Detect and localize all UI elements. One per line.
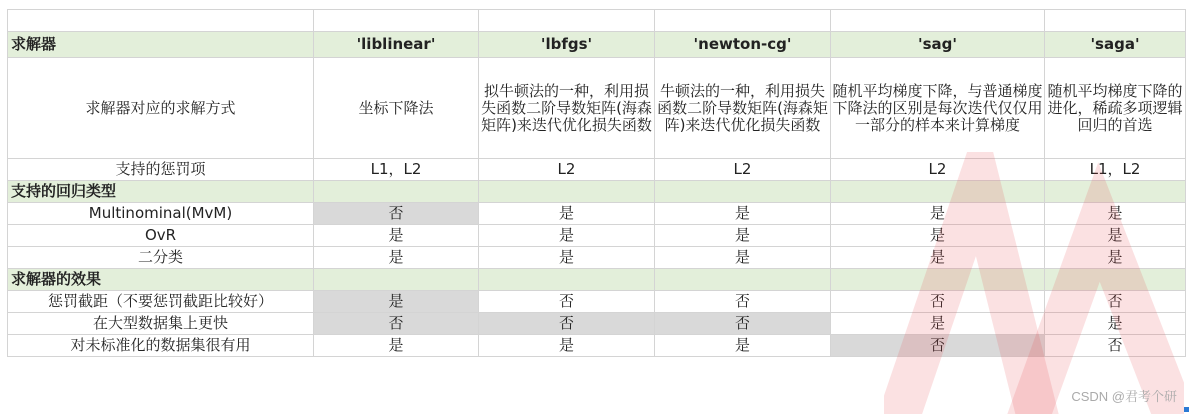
value-cell[interactable]: 是 (1045, 203, 1186, 225)
row-label[interactable]: 惩罚截距（不要惩罚截距比较好） (8, 291, 314, 313)
value-cell[interactable]: 否 (831, 291, 1045, 313)
value-cell[interactable]: 是 (655, 247, 831, 269)
section-cell[interactable] (479, 269, 655, 291)
value-cell[interactable]: 否 (1045, 291, 1186, 313)
regression-row (8, 203, 1186, 225)
row-label[interactable]: 支持的惩罚项 (8, 159, 314, 181)
value-cell[interactable]: 是 (479, 203, 655, 225)
empty-cell[interactable] (479, 10, 655, 32)
value-cell[interactable]: 否 (479, 313, 655, 335)
value-cell[interactable]: 否 (314, 313, 479, 335)
method-cell[interactable]: 随机平均梯度下降，与普通梯度下降法的区别是每次迭代仅仅用一部分的样本来计算梯度 (831, 58, 1045, 159)
method-cell[interactable]: 牛顿法的一种，利用损失函数二阶导数矩阵(海森矩阵)来迭代优化损失函数 (655, 58, 831, 159)
blank-row (8, 10, 1186, 32)
value-cell[interactable]: 是 (314, 247, 479, 269)
value-cell[interactable]: 是 (831, 225, 1045, 247)
row-label[interactable]: 求解器对应的求解方式 (8, 58, 314, 159)
value-cell[interactable]: 是 (1045, 313, 1186, 335)
effect-row (8, 313, 1186, 335)
footer-watermark: CSDN @君考个研 (1071, 389, 1177, 404)
section-title[interactable]: 求解器的效果 (8, 269, 314, 291)
value-cell[interactable]: 是 (831, 313, 1045, 335)
value-cell[interactable]: 是 (655, 225, 831, 247)
method-cell[interactable]: 坐标下降法 (314, 58, 479, 159)
section-row-regression (8, 181, 1186, 203)
section-cell[interactable] (831, 269, 1045, 291)
value-cell[interactable]: 否 (831, 335, 1045, 357)
row-label[interactable]: Multinominal(MvM) (8, 203, 314, 225)
value-cell[interactable]: 是 (655, 203, 831, 225)
penalty-row (8, 159, 1186, 181)
section-cell[interactable] (479, 181, 655, 203)
header-cell-solver[interactable]: 求解器 (8, 32, 314, 58)
value-cell[interactable]: 是 (479, 225, 655, 247)
value-cell[interactable]: 是 (314, 291, 479, 313)
row-label[interactable]: 在大型数据集上更快 (8, 313, 314, 335)
effect-row (8, 291, 1186, 313)
method-cell[interactable]: 拟牛顿法的一种，利用损失函数二阶导数矩阵(海森矩阵)来迭代优化损失函数 (479, 58, 655, 159)
penalty-cell[interactable]: L1，L2 (314, 159, 479, 181)
header-cell-liblinear[interactable]: 'liblinear' (314, 32, 479, 58)
regression-row (8, 247, 1186, 269)
solver-comparison-table (7, 9, 1186, 357)
empty-cell[interactable] (8, 10, 314, 32)
value-cell[interactable]: 是 (1045, 225, 1186, 247)
empty-cell[interactable] (831, 10, 1045, 32)
empty-cell[interactable] (314, 10, 479, 32)
effect-rows (8, 291, 1186, 357)
effect-row (8, 335, 1186, 357)
regression-rows (8, 203, 1186, 269)
empty-cell[interactable] (1045, 10, 1186, 32)
value-cell[interactable]: 是 (1045, 247, 1186, 269)
method-cell[interactable]: 随机平均梯度下降的进化，稀疏多项逻辑回归的首选 (1045, 58, 1186, 159)
empty-cell[interactable] (655, 10, 831, 32)
section-cell[interactable] (655, 181, 831, 203)
value-cell[interactable]: 是 (655, 335, 831, 357)
selection-handle[interactable] (1184, 407, 1189, 412)
section-cell[interactable] (831, 181, 1045, 203)
row-label[interactable]: 二分类 (8, 247, 314, 269)
section-title[interactable]: 支持的回归类型 (8, 181, 314, 203)
header-cell-newton-cg[interactable]: 'newton-cg' (655, 32, 831, 58)
header-cell-lbfgs[interactable]: 'lbfgs' (479, 32, 655, 58)
value-cell[interactable]: 是 (831, 203, 1045, 225)
value-cell[interactable]: 否 (655, 313, 831, 335)
section-row-effect (8, 269, 1186, 291)
section-cell[interactable] (1045, 269, 1186, 291)
value-cell[interactable]: 是 (314, 335, 479, 357)
method-row (8, 58, 1186, 159)
regression-row (8, 225, 1186, 247)
header-cell-saga[interactable]: 'saga' (1045, 32, 1186, 58)
value-cell[interactable]: 否 (655, 291, 831, 313)
value-cell[interactable]: 是 (831, 247, 1045, 269)
row-label[interactable]: OvR (8, 225, 314, 247)
penalty-cell[interactable]: L2 (831, 159, 1045, 181)
header-cell-sag[interactable]: 'sag' (831, 32, 1045, 58)
value-cell[interactable]: 否 (1045, 335, 1186, 357)
section-cell[interactable] (314, 269, 479, 291)
value-cell[interactable]: 是 (314, 225, 479, 247)
value-cell[interactable]: 是 (479, 247, 655, 269)
penalty-cell[interactable]: L2 (655, 159, 831, 181)
value-cell[interactable]: 否 (314, 203, 479, 225)
penalty-cell[interactable]: L1，L2 (1045, 159, 1186, 181)
row-label[interactable]: 对未标准化的数据集很有用 (8, 335, 314, 357)
value-cell[interactable]: 是 (479, 335, 655, 357)
section-cell[interactable] (314, 181, 479, 203)
penalty-cell[interactable]: L2 (479, 159, 655, 181)
header-row (8, 32, 1186, 58)
section-cell[interactable] (1045, 181, 1186, 203)
section-cell[interactable] (655, 269, 831, 291)
value-cell[interactable]: 否 (479, 291, 655, 313)
